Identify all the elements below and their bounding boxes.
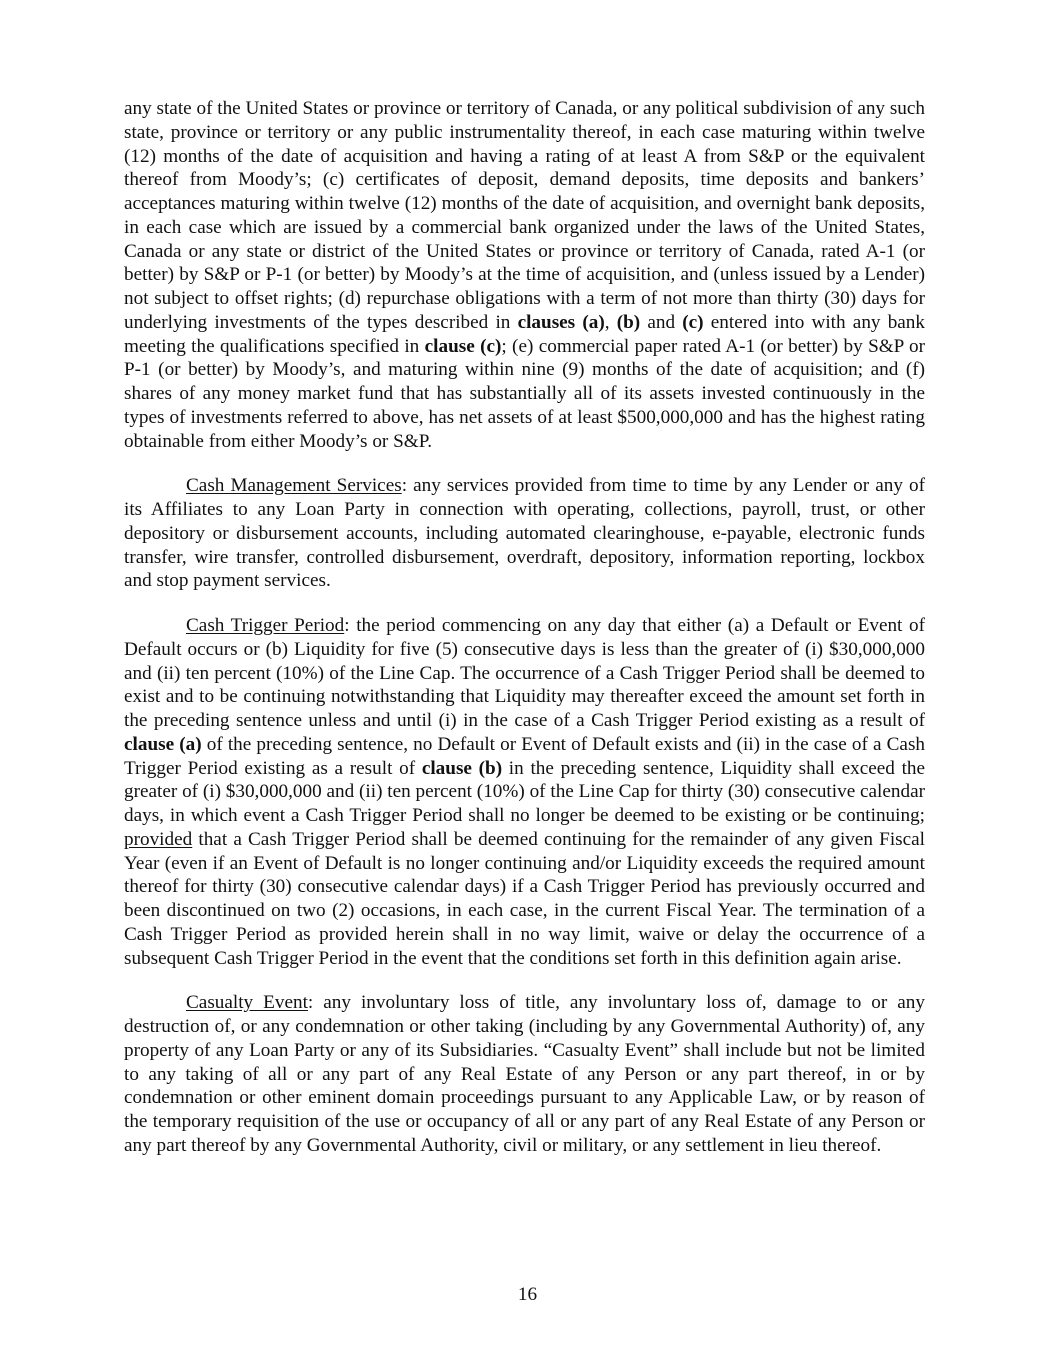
text-segment: that a Cash Trigger Period shall be deemed continuing for the remainder of any given Fiscal Year (even if an Event of Default is no longer continuing and/or Liquidity exceeds the required amount thereof for thirty (30) consecutive calendar days) if a Cash Trigger Period has previously occurred and been discontinued on two (2) occasions, in each case, in the current Fiscal Year. The termination of a Cash Trigger Period as provided herein shall in no way limit, waive or delay the occurrence of a subsequent Cash Trigger Period in the event that the conditions set forth in this definition again arise. xyxy=(124,828,925,969)
defined-term: Cash Trigger Period xyxy=(186,615,345,636)
bold-reference: (b) xyxy=(616,311,641,333)
bold-reference: (c) xyxy=(682,311,704,333)
text-segment: : any involuntary loss of title, any involuntary loss of, damage to or any destruction of, or any condemnation or other taking (including by any Governmental Authority) of, any property of any Loan Party or any of its Subsidiaries. “Casualty Event” shall include but not be limited to any taking of all or any part of any Real Estate of any Person or any part thereof, in or by condemnation or other eminent domain proceedings pursuant to any Applicable Law, or by reason of the temporary requisition of the use or occupancy of all or any part of any Real Estate of any Person or any part thereof by any Governmental Authority, civil or military, or any settlement in lieu thereof. xyxy=(124,992,925,1156)
bold-reference: clauses (a) xyxy=(517,311,605,333)
text-segment: ; (e) commercial paper rated A-1 (or better) by S&P or P-1 (or better) by Moody’s, and maturing within nine (9) months of the date of acquisition; and (f) shares of any money market fund that has substantially all of its assets invested continuously in the types of investments referred to above, has net assets of at least $500,000,000 and has the highest rating obtainable from either Moody’s or S&P. xyxy=(124,335,925,452)
paragraph xyxy=(124,474,925,593)
page-number: 16 xyxy=(517,1284,538,1305)
defined-term: provided xyxy=(124,828,193,850)
bold-reference: clause (b) xyxy=(421,757,503,779)
text-segment: , xyxy=(604,311,617,333)
bold-reference: clause (a) xyxy=(124,733,202,755)
text-segment: entered into with any bank meeting the qualifications specified in xyxy=(124,311,925,357)
text-segment: any state of the United States or province or territory of Canada, or any political subdivision of any such state, province or territory or any public instrumentality thereof, in each case maturing within twelve (12) months of the date of acquisition and having a rating of at least A from S&P or the equivalent thereof from Moody’s; (c) certificates of deposit, demand deposits, time deposits and bankers’ acceptances maturing within twelve (12) months of the date of acquisition, and overnight bank deposits, in each case which are issued by a commercial bank organized under the laws of the United States, Canada or any state or district of the United States or province or territory of Canada, rated A-1 (or better) by S&P or P-1 (or better) by Moody’s at the time of acquisition, and (unless issued by a Lender) not subject to offset rights; (d) repurchase obligations with a term of not more than thirty (30) days for underlying investments of the types described in xyxy=(124,98,925,333)
text-segment: : any services provided from time to time by any Lender or any of its Affiliates to any Loan Party in connection with operating, collections, payroll, trust, or other depository or disbursement accounts, including automated clearinghouse, e-payable, electronic funds transfer, wire transfer, controlled disbursement, overdraft, depository, information reporting, lockbox and stop payment services. xyxy=(124,475,925,592)
text-segment: of the preceding sentence, no Default or Event of Default exists and (ii) in the case of a Cash Trigger Period existing as a result of xyxy=(124,733,926,779)
paragraph xyxy=(124,991,925,1157)
text-segment: and xyxy=(640,311,683,333)
bold-reference: clause (c) xyxy=(424,335,502,357)
paragraph xyxy=(124,614,925,970)
defined-term: Casualty Event xyxy=(186,992,308,1014)
text-segment: : the period commencing on any day that either (a) a Default or Event of Default occurs or (b) Liquidity for five (5) consecutive days is less than the greater of (i) $30,000,000 and (ii) ten percent (10%) of the Line Cap. The occurrence of a Cash Trigger Period shall be deemed to exist and to be continuing notwithstanding that Liquidity may thereafter exceed the amount set forth in the preceding sentence unless and until (i) in the case of a Cash Trigger Period existing as a result of xyxy=(124,615,925,731)
defined-term: Cash Management Services xyxy=(186,475,402,497)
paragraph xyxy=(124,97,925,453)
document-page xyxy=(124,97,925,1179)
text-segment: in the preceding sentence, Liquidity shall exceed the greater of (i) $30,000,000 and (ii) ten percent (10%) of the Line Cap for thirty (30) consecutive calendar days, in which event a Cash Trigger Period shall no longer be deemed to be existing or be continuing; xyxy=(124,757,926,826)
